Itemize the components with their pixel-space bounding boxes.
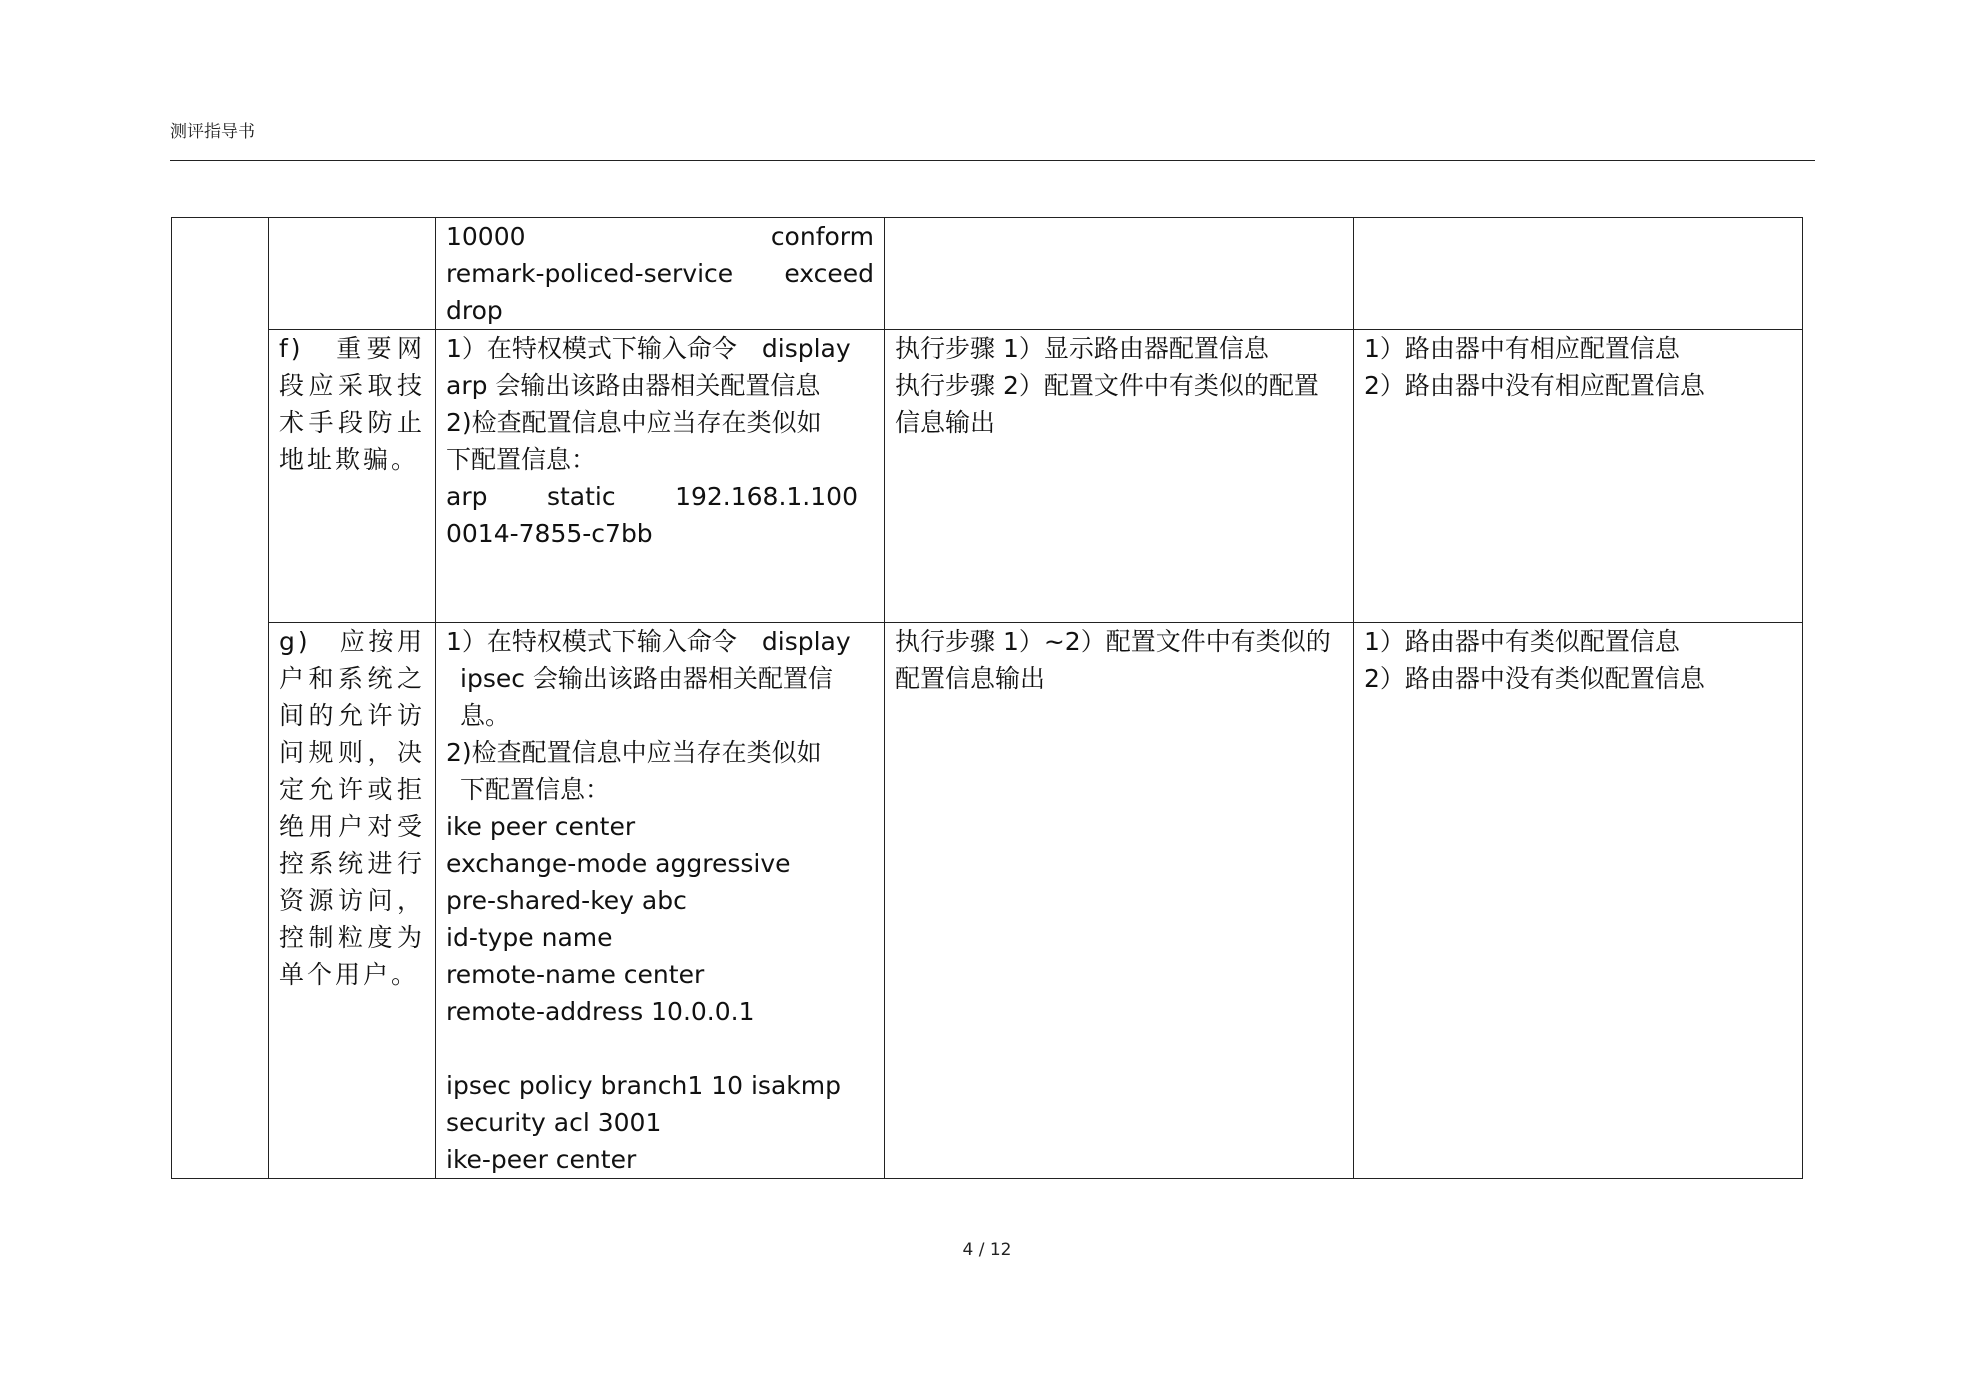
method-text: 10000 [446, 222, 526, 251]
config-line: ipsec policy branch1 10 isakmp [446, 1071, 841, 1100]
item-cell [269, 218, 436, 330]
method-line: arp 会输出该路由器相关配置信息 [446, 371, 821, 400]
step-line: 执行步骤 1）~2）配置文件中有类似的配置信息输出 [895, 627, 1331, 693]
method-text: conform [770, 222, 874, 251]
item-cell [269, 623, 436, 1179]
method-text: 192.168.1.100 [675, 482, 858, 511]
method-text: arp [446, 482, 488, 511]
result-line: 2）路由器中没有相应配置信息 [1364, 371, 1705, 400]
config-line: exchange-mode aggressive [446, 849, 791, 878]
steps-cell [885, 218, 1354, 330]
steps-cell [885, 623, 1354, 1179]
method-line: 2)检查配置信息中应当存在类似如 [446, 738, 822, 767]
result-line: 1）路由器中有类似配置信息 [1364, 627, 1680, 656]
method-line: 下配置信息： [446, 445, 597, 474]
item-text: f) 重要网段应采取技术手段防止地址欺骗。 [279, 334, 425, 474]
method-text: exceed [784, 259, 874, 288]
evaluation-table [171, 217, 1803, 1179]
method-line: 2)检查配置信息中应当存在类似如 [446, 408, 822, 437]
method-cell [436, 330, 885, 623]
method-line: ipsec 会输出该路由器相关配置信 [460, 664, 833, 693]
step-line: 执行步骤 1）显示路由器配置信息 [895, 334, 1269, 363]
result-cell [1354, 623, 1803, 1179]
method-line [446, 218, 874, 255]
page-number: 4 / 12 [962, 1240, 1012, 1260]
result-line: 1）路由器中有相应配置信息 [1364, 334, 1680, 363]
config-line: ike-peer center [446, 1145, 637, 1174]
blank-line [446, 1030, 874, 1067]
page-header-title: 测评指导书 [170, 122, 255, 142]
method-line: 0014-7855-c7bb [446, 519, 653, 548]
config-line: security acl 3001 [446, 1108, 662, 1137]
item-text: g) 应按用户和系统之间的允许访问规则，决定允许或拒绝用户对受控系统进行资源访问，控制粒度为单个用户。 [279, 627, 425, 989]
method-line: 1）在特权模式下输入命令 display [446, 627, 851, 656]
method-line: drop [446, 296, 503, 325]
method-cell [436, 218, 885, 330]
result-cell [1354, 218, 1803, 330]
config-line: remote-name center [446, 960, 705, 989]
category-cell [172, 218, 269, 1179]
header-divider [170, 160, 1815, 161]
result-line: 2）路由器中没有类似配置信息 [1364, 664, 1705, 693]
config-line: remote-address 10.0.0.1 [446, 997, 755, 1026]
result-cell [1354, 330, 1803, 623]
method-line [446, 478, 874, 515]
method-line: 1）在特权模式下输入命令 display [446, 334, 851, 363]
steps-cell [885, 330, 1354, 623]
method-cell [436, 623, 885, 1179]
table-row [172, 623, 1803, 1179]
method-text: static [546, 482, 616, 511]
item-cell [269, 330, 436, 623]
table-row [172, 218, 1803, 330]
config-line: pre-shared-key abc [446, 886, 687, 915]
config-line: id-type name [446, 923, 613, 952]
method-text: remark-policed-service [446, 259, 734, 288]
config-line: ike peer center [446, 812, 636, 841]
method-line: 下配置信息： [460, 775, 611, 804]
table-row [172, 330, 1803, 623]
method-line [446, 255, 874, 292]
method-line: 息。 [460, 701, 511, 730]
step-line: 执行步骤 2）配置文件中有类似的配置信息输出 [895, 371, 1319, 437]
